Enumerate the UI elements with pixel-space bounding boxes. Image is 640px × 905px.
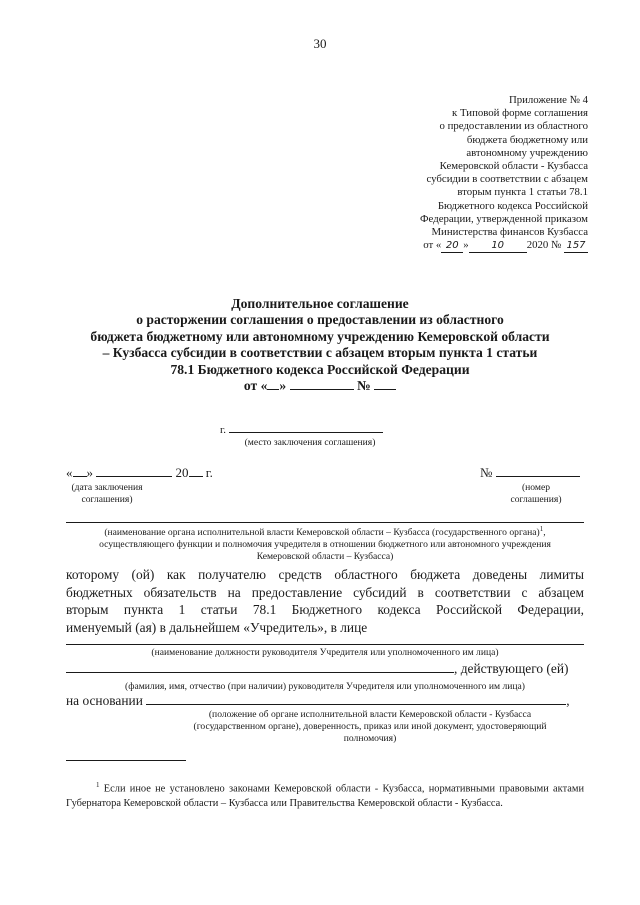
title-line: о расторжении соглашения о предоставлении из областного bbox=[136, 312, 504, 328]
acting-text: , действующего (ей) bbox=[454, 661, 569, 676]
appendix-number-value: 157 bbox=[564, 239, 588, 253]
founder-caption-line bbox=[60, 524, 590, 539]
founder-line bbox=[66, 522, 584, 523]
appendix-line: Кемеровской области - Кузбасса bbox=[439, 160, 588, 173]
date-month-blank bbox=[96, 476, 172, 477]
body-paragraph bbox=[66, 566, 584, 636]
founder-caption-line: Кемеровской области – Кузбасса) bbox=[256, 550, 394, 562]
appendix-line: Бюджетного кодекса Российской bbox=[437, 199, 588, 212]
founder-caption-end: , bbox=[543, 527, 546, 539]
appendix-date-year: 2020 bbox=[526, 239, 549, 252]
basis-row bbox=[66, 692, 584, 710]
basis-label: на основании bbox=[66, 693, 143, 708]
body-line: бюджетных обязательств на предоставление субсидий в соответствии с абзацем bbox=[66, 584, 584, 600]
appendix-line: Приложение № 4 bbox=[508, 94, 588, 106]
place-caption: (место заключения соглашения) bbox=[244, 437, 376, 448]
date-caption bbox=[66, 482, 148, 506]
date-close-quote: » bbox=[86, 465, 93, 480]
head-line bbox=[66, 644, 584, 645]
date-open-quote: « bbox=[66, 465, 73, 480]
number-caption bbox=[494, 482, 578, 506]
appendix-line: вторым пункта 1 статьи 78.1 bbox=[457, 186, 588, 199]
title-date-mid: » bbox=[279, 378, 287, 394]
footnote-mark: 1 bbox=[96, 781, 100, 789]
number-caption-line: (номер bbox=[521, 482, 551, 493]
basis-caption bbox=[150, 709, 590, 744]
date-caption-line: соглашения) bbox=[81, 493, 133, 505]
founder-caption-text: (наименование органа исполнительной власти Кемеровской области – Кузбасса (государственного органа) bbox=[104, 527, 540, 539]
number-label: № bbox=[480, 465, 493, 480]
footnote-text: Если иное не установлено законами Кемеровской области - Кузбасса, нормативными правовыми актами Губернатора Кемеровской области – Кузбасса или Правительства Кемеровской области - Кузбасса. bbox=[66, 783, 585, 810]
date-row bbox=[66, 465, 213, 481]
title-line: 78.1 Бюджетного кодекса Российской Федерации bbox=[170, 361, 470, 377]
appendix-block bbox=[348, 94, 588, 253]
appendix-line: автономному учреждению bbox=[466, 146, 588, 159]
footnote-separator bbox=[66, 760, 186, 761]
appendix-date-prefix: от « bbox=[423, 239, 442, 252]
appendix-date-month: 10 bbox=[469, 239, 527, 253]
footnote-ref: 1 bbox=[539, 525, 544, 533]
fio-blank bbox=[66, 672, 454, 673]
title-line: Дополнительное соглашение bbox=[231, 296, 409, 311]
title-date-from: от « bbox=[243, 378, 268, 394]
body-line: которому (ой) как получателю средств областного бюджета доведены лимиты bbox=[66, 567, 584, 582]
footnote bbox=[66, 778, 584, 811]
number-caption-line: соглашения) bbox=[510, 493, 562, 505]
document-title bbox=[50, 296, 590, 394]
appendix-line: к Типовой форме соглашения bbox=[452, 107, 588, 120]
body-line: именуемый (ая) в дальнейшем «Учредитель», в лице bbox=[66, 619, 368, 635]
date-year-suffix: г. bbox=[205, 465, 213, 480]
page-number: 30 bbox=[313, 36, 327, 51]
place-prefix: г. bbox=[220, 424, 227, 436]
place-row bbox=[220, 424, 400, 436]
appendix-line: бюджета бюджетному или bbox=[466, 133, 588, 146]
title-line: бюджета бюджетному или автономному учреждению Кемеровской области bbox=[90, 328, 550, 344]
title-date-line bbox=[50, 378, 590, 394]
appendix-date-mid: » bbox=[463, 239, 469, 252]
basis-caption-line: полномочия) bbox=[343, 732, 397, 744]
title-number-label: № bbox=[357, 378, 371, 394]
acting-row bbox=[66, 660, 584, 678]
basis-caption-line: (положение об органе исполнительной власти Кемеровской области - Кузбасса bbox=[208, 709, 532, 720]
date-year-blank bbox=[189, 476, 203, 477]
basis-blank bbox=[146, 704, 566, 705]
head-caption: (наименование должности руководителя Учредителя или уполномоченного им лица) bbox=[151, 647, 499, 658]
number-blank bbox=[496, 476, 580, 477]
fio-caption: (фамилия, имя, отчество (при наличии) руководителя Учредителя или уполномоченного им лица) bbox=[125, 681, 525, 692]
founder-caption bbox=[60, 524, 590, 563]
date-year-prefix: 20 bbox=[175, 465, 189, 480]
number-row bbox=[480, 465, 580, 481]
place-blank bbox=[229, 432, 383, 433]
title-month-blank bbox=[290, 389, 354, 390]
appendix-number-label: № bbox=[550, 239, 562, 252]
basis-end: , bbox=[566, 693, 570, 708]
appendix-line: Федерации, утвержденной приказом bbox=[420, 212, 588, 225]
date-day-blank bbox=[73, 476, 87, 477]
title-line: – Кузбасса субсидии в соответствии с абзацем вторым пункта 1 статьи bbox=[102, 345, 538, 361]
appendix-line: о предоставлении из областного bbox=[439, 120, 588, 133]
appendix-line: Министерства финансов Кузбасса bbox=[431, 226, 588, 239]
body-line: вторым пункта 1 статьи 78.1 Бюджетного кодекса Российской Федерации, bbox=[66, 602, 584, 618]
founder-caption-line: осуществляющего функции и полномочия учредителя в отношении бюджетного или автономного учреждения bbox=[99, 538, 551, 550]
title-number-blank bbox=[374, 389, 396, 390]
appendix-line: субсидии в соответствии с абзацем bbox=[426, 173, 588, 186]
appendix-date-day: 20 bbox=[441, 239, 463, 253]
title-day-blank bbox=[267, 389, 279, 390]
appendix-date bbox=[348, 239, 588, 253]
date-caption-line: (дата заключения bbox=[71, 482, 143, 493]
basis-caption-line: (государственном органе), доверенность, приказ или иной документ, удостоверяющий bbox=[193, 720, 547, 732]
